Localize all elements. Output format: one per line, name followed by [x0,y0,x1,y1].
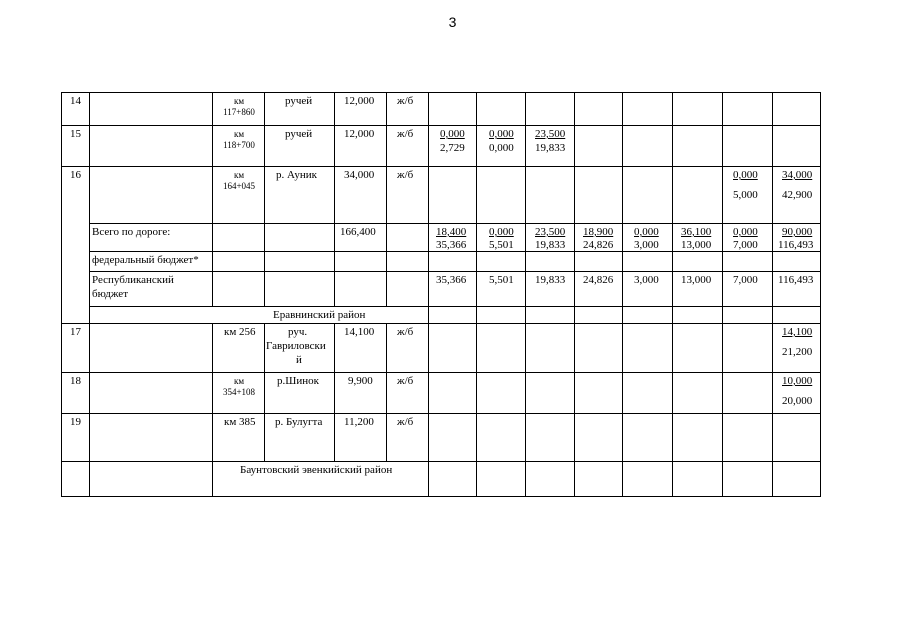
budget-value: 35,366 [436,274,467,286]
length-value: 9,900 [348,375,373,387]
length-value: 12,000 [344,128,375,140]
plan-value: 0,000 [733,169,758,181]
col-line [212,92,213,306]
length-value: 166,400 [340,226,376,238]
col-line [61,92,62,497]
col-line [672,92,673,497]
plan-value: 0,000 [634,226,659,238]
material-type: ж/б [397,375,414,387]
col-line [772,92,773,497]
row-line [61,125,821,126]
row-line [61,166,821,167]
budget-value: 19,833 [535,274,566,286]
district-heading: Еравнинский район [273,309,366,321]
material-type: ж/б [397,128,414,140]
fact-value: 35,366 [436,239,467,251]
km-marker: км 385 [224,416,256,428]
km-marker: 117+860 [223,107,255,117]
col-line [264,92,265,306]
row-line [89,271,821,272]
row-line [89,306,821,307]
budget-value: 24,826 [583,274,614,286]
row-number: 15 [70,128,81,140]
fact-value: 19,833 [535,239,566,251]
fact-value: 42,900 [782,189,813,201]
object-name: Гавриловски [266,340,326,352]
page-number: 3 [448,14,457,30]
col-line [722,92,723,497]
object-name: руч. [288,326,308,338]
object-name: й [296,354,302,366]
col-line [386,92,387,306]
col-line [264,323,265,461]
fact-value: 20,000 [782,395,813,407]
plan-value: 23,500 [535,226,566,238]
plan-value: 18,400 [436,226,467,238]
col-line [334,323,335,461]
district-heading: Баунтовский эвенкийский район [240,464,393,476]
row-line [61,413,821,414]
km-marker: 118+700 [223,140,255,150]
fact-value: 5,501 [489,239,514,251]
object-name: р. Ауник [276,169,318,181]
plan-value: 34,000 [782,169,813,181]
budget-value: 116,493 [778,274,814,286]
plan-value: 0,000 [489,128,514,140]
km-marker: км [233,376,245,386]
plan-value: 18,900 [583,226,614,238]
fact-value: 24,826 [583,239,614,251]
col-line [386,323,387,461]
col-line [428,92,429,497]
plan-value: 90,000 [782,226,813,238]
col-line [574,92,575,497]
row-line [61,372,821,373]
material-type: ж/б [397,95,414,107]
republic-budget-label: бюджет [92,288,128,300]
row-line [61,461,821,462]
budget-value: 5,501 [489,274,514,286]
material-type: ж/б [397,169,414,181]
object-name: р.Шинок [277,375,319,387]
row-line [61,496,821,497]
row-number: 19 [70,416,81,428]
plan-value: 0,000 [440,128,465,140]
row-number: 14 [70,95,81,107]
plan-value: 36,100 [681,226,712,238]
row-line [61,323,821,324]
km-marker: км 256 [224,326,256,338]
row-number: 17 [70,326,81,338]
col-line [622,92,623,497]
length-value: 11,200 [344,416,374,428]
material-type: ж/б [397,326,414,338]
fact-value: 7,000 [733,239,758,251]
fact-value: 21,200 [782,346,813,358]
col-line [820,92,821,497]
length-value: 14,100 [344,326,375,338]
total-label: Всего по дороге: [92,226,171,238]
budget-value: 7,000 [733,274,758,286]
col-line [525,92,526,497]
plan-value: 0,000 [733,226,758,238]
budget-value: 13,000 [681,274,712,286]
plan-value: 10,000 [782,375,813,387]
row-number: 18 [70,375,81,387]
length-value: 12,000 [344,95,375,107]
fact-value: 3,000 [634,239,659,251]
material-type: ж/б [397,416,414,428]
object-name: ручей [285,95,313,107]
km-marker: 354+108 [222,387,256,397]
fact-value: 5,000 [733,189,758,201]
fact-value: 116,493 [778,239,814,251]
km-marker: 164+045 [222,181,256,191]
km-marker: км [233,170,245,180]
budget-value: 3,000 [634,274,659,286]
fact-value: 0,000 [489,142,514,154]
km-marker: км [233,129,245,139]
fact-value: 13,000 [681,239,712,251]
federal-budget-label: федеральный бюджет* [92,254,199,266]
col-line [212,323,213,497]
km-marker: км [233,96,245,106]
row-line [61,92,821,93]
col-line [476,92,477,497]
row-number: 16 [70,169,81,181]
republic-budget-label: Республиканский [92,274,174,286]
object-name: р. Булугта [275,416,323,428]
col-line [334,92,335,306]
length-value: 34,000 [344,169,375,181]
row-line [89,223,821,224]
col-line [89,92,90,497]
fact-value: 19,833 [535,142,566,154]
plan-value: 23,500 [535,128,566,140]
plan-value: 14,100 [782,326,813,338]
object-name: ручей [285,128,313,140]
plan-value: 0,000 [489,226,514,238]
fact-value: 2,729 [440,142,465,154]
